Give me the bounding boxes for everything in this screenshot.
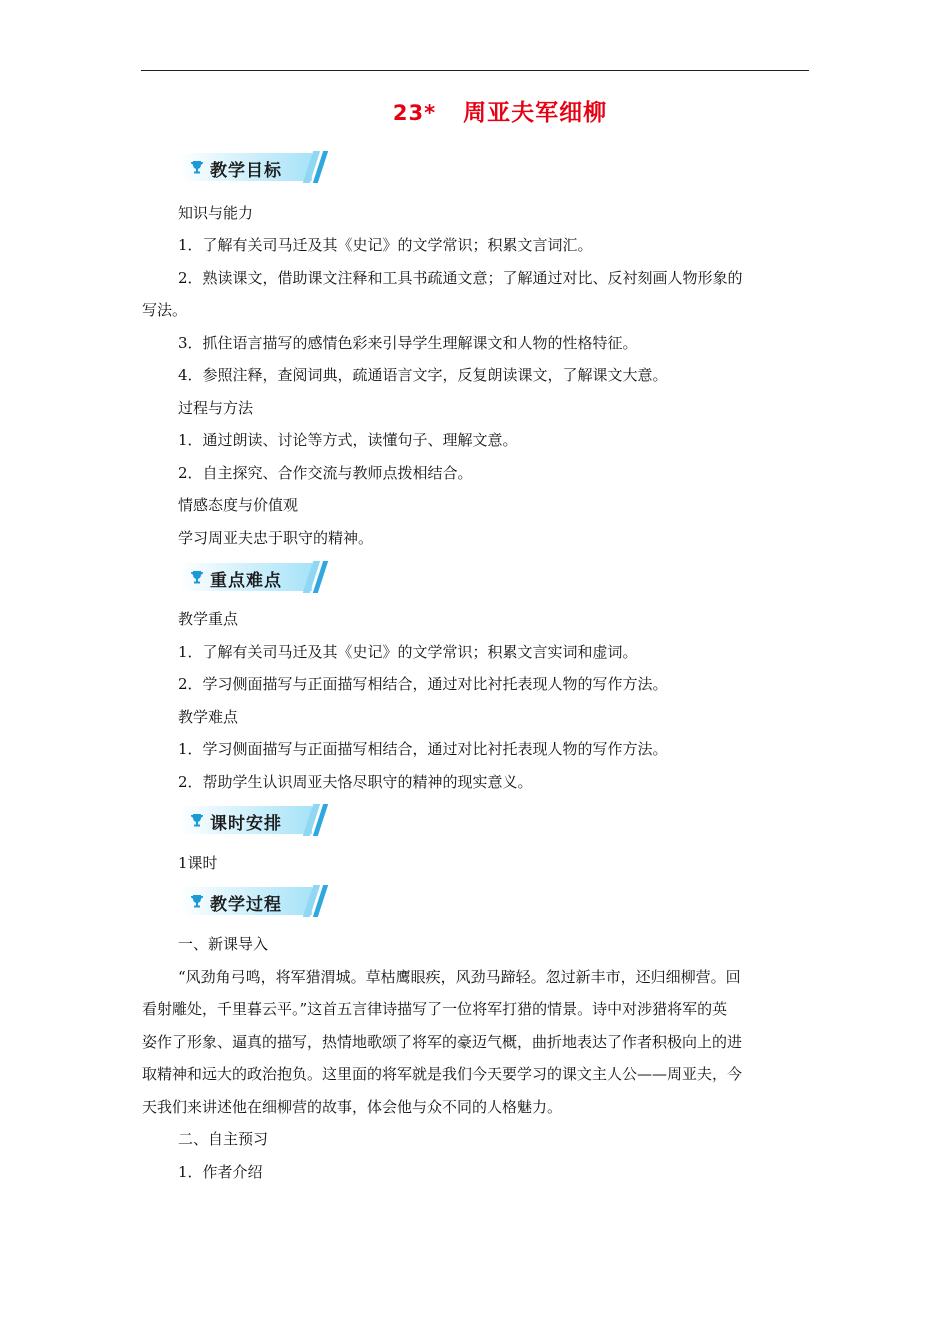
subheading-difficult: 教学难点 — [178, 708, 239, 726]
difficulty-item: 2．帮助学生认识周亚夫恪尽职守的精神的现实意义。 — [178, 773, 533, 791]
intro-paragraph-line: 看射雕处，千里暮云平。”这首五言律诗描写了一位将军打猎的情景。诗中对涉猎将军的英 — [142, 1000, 728, 1018]
trophy-icon — [190, 160, 204, 174]
lesson-title: 周亚夫军细柳 — [463, 100, 608, 126]
keypoint-item: 2．学习侧面描写与正面描写相结合，通过对比衬托表现人物的写作方法。 — [178, 675, 668, 693]
intro-paragraph-line: 姿作了形象、逼真的描写，热情地歌颂了将军的豪迈气概，曲折地表达了作者积极向上的进 — [142, 1033, 743, 1051]
intro-paragraph-line: 天我们来讲述他在细柳营的故事，体会他与众不同的人格魅力。 — [142, 1098, 563, 1116]
preview-item: 1．作者介绍 — [178, 1163, 263, 1181]
subheading-knowledge: 知识与能力 — [178, 204, 254, 222]
section-header-keypoints — [180, 561, 328, 593]
section-title: 课时安排 — [210, 814, 282, 834]
section-title: 教学目标 — [210, 161, 282, 181]
step-heading-preview: 二、自主预习 — [178, 1130, 269, 1148]
section-header-goals — [180, 151, 328, 183]
goal-item: 3．抓住语言描写的感情色彩来引导学生理解课文和人物的性格特征。 — [178, 334, 638, 352]
subheading-key: 教学重点 — [178, 610, 239, 628]
subheading-attitude: 情感态度与价值观 — [178, 496, 299, 514]
goal-item: 学习周亚夫忠于职守的精神。 — [178, 529, 374, 547]
header-rule — [141, 70, 809, 71]
subheading-process: 过程与方法 — [178, 399, 254, 417]
section-title: 教学过程 — [210, 895, 282, 915]
schedule-text: 1课时 — [178, 854, 218, 872]
step-heading-intro: 一、新课导入 — [178, 935, 269, 953]
goal-item: 2．熟读课文，借助课文注释和工具书疏通文意；了解通过对比、反衬刻画人物形象的 — [178, 269, 743, 287]
trophy-icon — [190, 570, 204, 584]
section-header-process — [180, 885, 328, 917]
trophy-icon — [190, 813, 204, 827]
goal-item: 4．参照注释，查阅词典，疏通语言文字，反复朗读课文，了解课文大意。 — [178, 366, 668, 384]
intro-paragraph-line: 取精神和远大的政治抱负。这里面的将军就是我们今天要学习的课文主人公——周亚夫，今 — [142, 1065, 743, 1083]
goal-item: 1．了解有关司马迁及其《史记》的文学常识；积累文言词汇。 — [178, 236, 593, 254]
section-header-schedule — [180, 804, 328, 836]
difficulty-item: 1．学习侧面描写与正面描写相结合，通过对比衬托表现人物的写作方法。 — [178, 740, 668, 758]
page-title — [0, 94, 950, 127]
intro-paragraph-line: “风劲角弓鸣，将军猎渭城。草枯鹰眼疾，风劲马蹄轻。忽过新丰市，还归细柳营。回 — [178, 968, 741, 986]
trophy-icon — [190, 894, 204, 908]
goal-item: 2．自主探究、合作交流与教师点拨相结合。 — [178, 464, 473, 482]
goal-item: 1．通过朗读、讨论等方式，读懂句子、理解文意。 — [178, 431, 518, 449]
section-title: 重点难点 — [210, 571, 282, 591]
lesson-number: 23* — [392, 101, 437, 125]
goal-item-continued: 写法。 — [142, 301, 188, 319]
keypoint-item: 1．了解有关司马迁及其《史记》的文学常识；积累文言实词和虚词。 — [178, 643, 638, 661]
